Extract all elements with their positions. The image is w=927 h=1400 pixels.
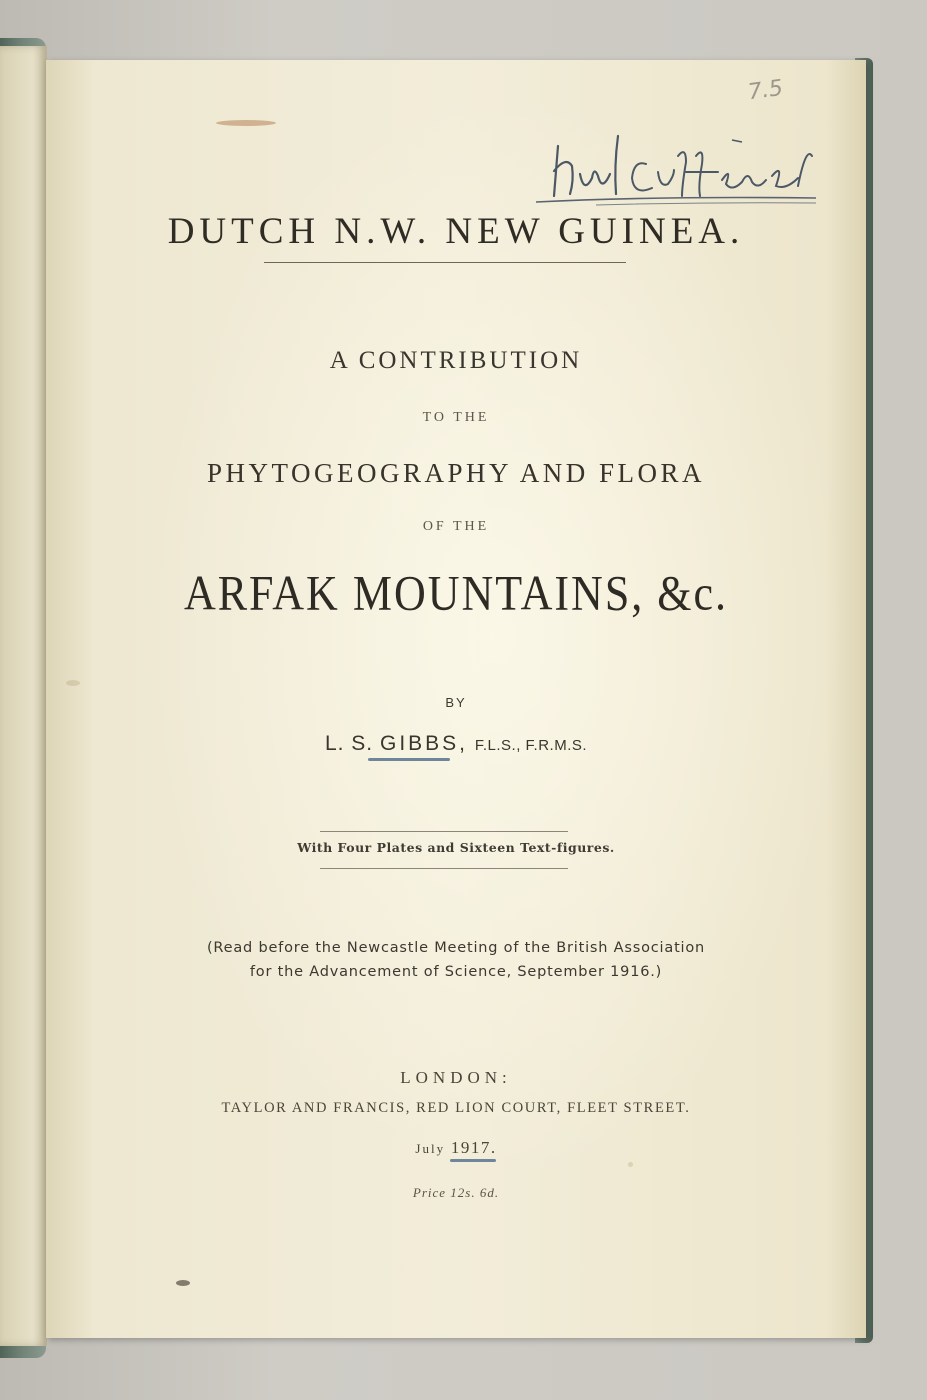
stain-mark: [66, 680, 80, 686]
author-underline: [368, 758, 450, 761]
stain-mark: [628, 1162, 633, 1167]
subtitle-of-the: OF THE: [422, 519, 490, 534]
read-note-line: (Read before the Newcastle Meeting of the British Association: [206, 940, 706, 956]
imprint-place: LONDON:: [400, 1068, 512, 1087]
subtitle-arfak-mountains: ARFAK MOUNTAINS, &c.: [183, 566, 729, 621]
endpaper: [0, 46, 47, 1346]
author-initials: L. S.: [324, 732, 374, 755]
rule: [320, 831, 568, 832]
date-underline: [450, 1159, 496, 1162]
page-title: DUTCH N.W. NEW GUINEA.: [167, 211, 745, 252]
price: Price 12s. 6d.: [412, 1185, 500, 1200]
subtitle-contribution: A CONTRIBUTION: [329, 347, 583, 374]
subtitle-phytogeography: PHYTOGEOGRAPHY AND FLORA: [206, 458, 706, 488]
title-page: [46, 60, 866, 1338]
imprint-date: [46, 1138, 866, 1158]
byline-label: BY: [445, 695, 467, 710]
author-name: GIBBS,: [379, 732, 469, 755]
read-note: [46, 936, 866, 984]
author: [46, 732, 866, 756]
imprint-month: July: [415, 1141, 446, 1156]
title-rule: [264, 262, 626, 263]
pencil-mark: 7.5: [746, 75, 785, 106]
read-note-line: for the Advancement of Science, September 1916.): [249, 964, 663, 980]
subtitle-to-the: TO THE: [422, 410, 490, 425]
stain-mark: [216, 120, 276, 126]
imprint-year: 1917.: [450, 1138, 497, 1157]
signature: [536, 126, 836, 206]
signature-image: [536, 126, 836, 206]
plates-note: With Four Plates and Sixteen Text-figures.: [297, 840, 615, 855]
rule: [320, 868, 568, 869]
imprint-publisher: TAYLOR AND FRANCIS, RED LION COURT, FLEET STREET.: [221, 1100, 691, 1116]
stain-mark: [176, 1280, 190, 1286]
author-qualifications: F.L.S., F.R.M.S.: [474, 737, 588, 754]
